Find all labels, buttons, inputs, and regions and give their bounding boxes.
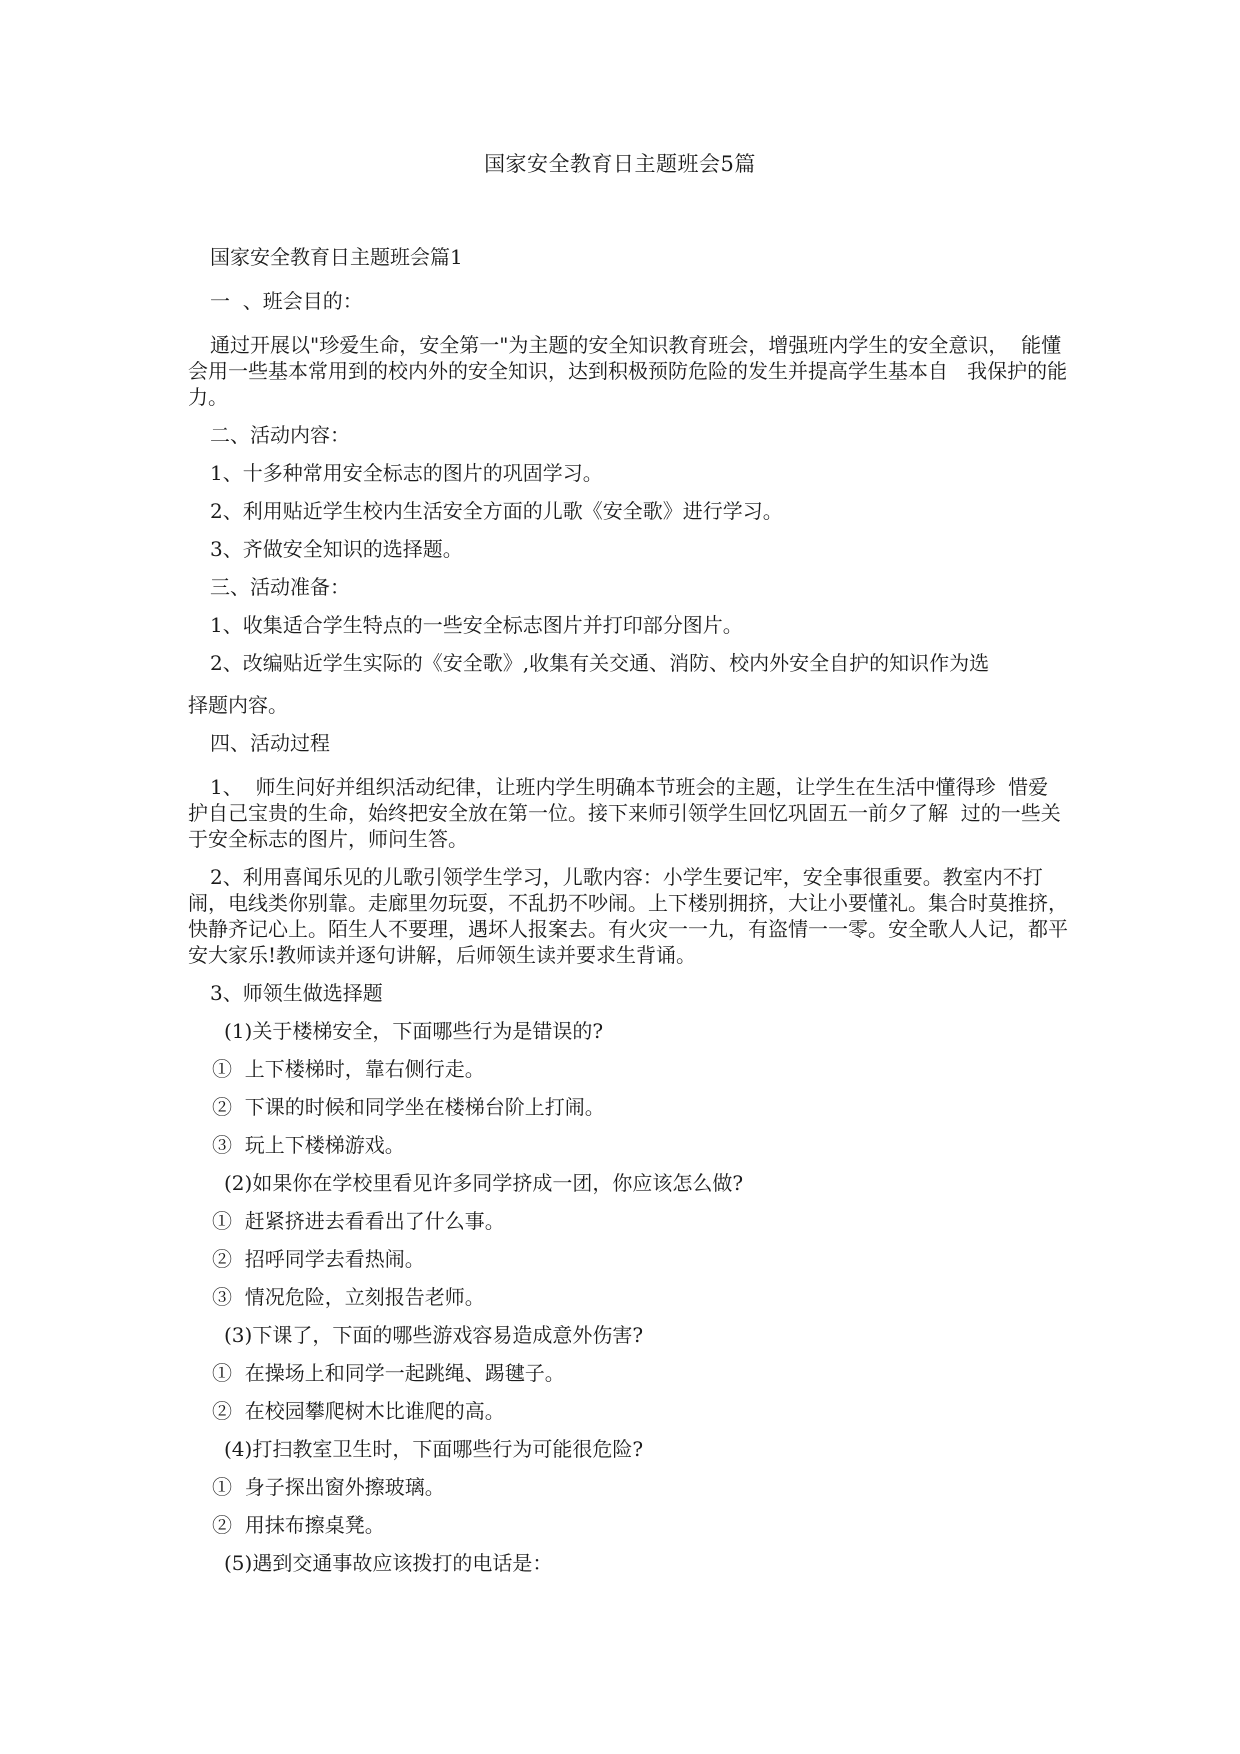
paragraph: 三、活动准备：: [210, 575, 350, 599]
question-item: (4)打扫教室卫生时，下面哪些行为可能很危险?: [224, 1437, 644, 1461]
option-item: ① 在操场上和同学一起跳绳、踢毽子。: [212, 1361, 565, 1385]
paragraph: 3、齐做安全知识的选择题。: [210, 537, 463, 561]
paragraph: 1、十多种常用安全标志的图片的巩固学习。: [210, 461, 603, 485]
option-item: ② 用抹布擦桌凳。: [212, 1513, 385, 1537]
option-item: ③ 情况危险，立刻报告老师。: [212, 1285, 485, 1309]
question-item: (2)如果你在学校里看见许多同学挤成一团，你应该怎么做?: [224, 1171, 744, 1195]
paragraph: 择题内容。: [188, 693, 288, 717]
option-item: ① 上下楼梯时，靠右侧行走。: [212, 1057, 485, 1081]
paragraph: 2、利用喜闻乐见的儿歌引领学生学习，儿歌内容：小学生要记牢，安全事很重要。教室内不打闹，电线类你别靠。走廊里勿玩耍，不乱扔不吵闹。上下楼别拥挤，大让小要懂礼。集合时莫推挤，快静齐记心上。陌生人不要理，遇坏人报案去。有火灾一一九，有盗情一一零。安全歌人人记，都平安大家乐!教师读并逐句讲解，后师领生读并要求生背诵。: [188, 865, 1068, 967]
question-item: (5)遇到交通事故应该拨打的电话是：: [224, 1551, 553, 1575]
option-item: ② 在校园攀爬树木比谁爬的高。: [212, 1399, 505, 1423]
option-item: ① 赶紧挤进去看看出了什么事。: [212, 1209, 505, 1233]
document-title: 国家安全教育日主题班会5篇: [484, 152, 756, 176]
option-item: ② 下课的时候和同学坐在楼梯台阶上打闹。: [212, 1095, 605, 1119]
paragraph: 一 、班会目的：: [210, 289, 363, 313]
document-body: [188, 244, 1068, 1576]
paragraph: 国家安全教育日主题班会篇1: [210, 245, 463, 269]
paragraph: 1、 师生问好并组织活动纪律，让班内学生明确本节班会的主题，让学生在生活中懂得珍 惜爱护自己宝贵的生命，始终把安全放在第一位。接下来师引领学生回忆巩固五一前夕了解 过的一些关于安全标志的图片，师问生答。: [188, 775, 1061, 851]
option-item: ③ 玩上下楼梯游戏。: [212, 1133, 405, 1157]
paragraph: 二、活动内容：: [210, 423, 350, 447]
paragraph: 1、收集适合学生特点的一些安全标志图片并打印部分图片。: [210, 613, 743, 637]
question-item: (3)下课了，下面的哪些游戏容易造成意外伤害?: [224, 1323, 644, 1347]
paragraph: 3、师领生做选择题: [210, 981, 383, 1005]
question-item: (1)关于楼梯安全，下面哪些行为是错误的?: [224, 1019, 604, 1043]
option-item: ② 招呼同学去看热闹。: [212, 1247, 425, 1271]
paragraph: 2、改编贴近学生实际的《安全歌》,收集有关交通、消防、校内外安全自护的知识作为选: [210, 651, 990, 675]
paragraph: 四、活动过程: [210, 731, 330, 755]
paragraph: 通过开展以"珍爱生命，安全第一"为主题的安全知识教育班会，增强班内学生的安全意识， 能懂会用一些基本常用到的校内外的安全知识，达到积极预防危险的发生并提高学生基本自 我保护的能力。: [188, 333, 1068, 409]
paragraph: 2、利用贴近学生校内生活安全方面的儿歌《安全歌》进行学习。: [210, 499, 783, 523]
option-item: ① 身子探出窗外擦玻璃。: [212, 1475, 445, 1499]
